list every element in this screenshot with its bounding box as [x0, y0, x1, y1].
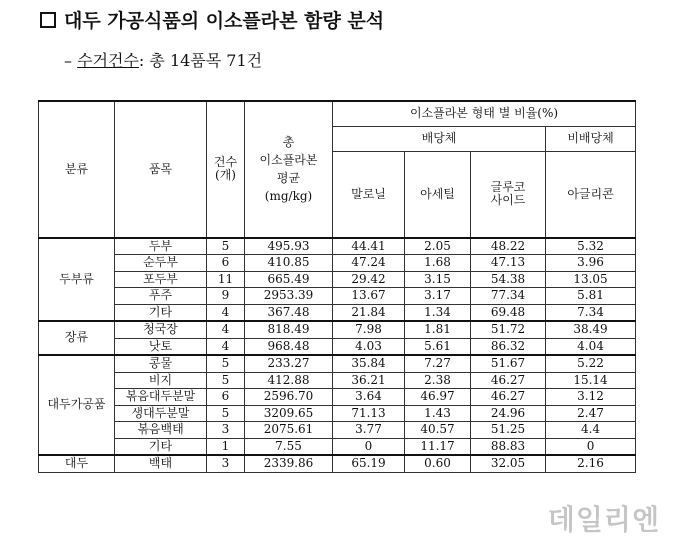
- malonyl-cell: 44.41: [333, 238, 405, 255]
- table-body: [39, 238, 636, 473]
- aglycone-cell: 3.12: [546, 389, 636, 406]
- item-cell: 백태: [115, 455, 207, 472]
- malonyl-cell: 71.13: [333, 405, 405, 422]
- header-ratio-title: 이소플라본 형태 별 비율(%): [333, 101, 636, 127]
- avg-cell: 2339.86: [245, 455, 333, 472]
- watermark-logo: 데일리엔: [547, 503, 660, 536]
- aglycone-cell: 5.32: [546, 238, 636, 255]
- avg-cell: 968.48: [245, 338, 333, 355]
- glucoside-cell: 24.96: [471, 405, 546, 422]
- table-row: [39, 355, 636, 372]
- acetyl-cell: 1.43: [405, 405, 471, 422]
- header-aglycone: 아글리콘: [546, 152, 636, 238]
- acetyl-cell: 3.17: [405, 288, 471, 305]
- aglycone-cell: 38.49: [546, 321, 636, 338]
- table-row: [39, 338, 636, 355]
- avg-cell: 2953.39: [245, 288, 333, 305]
- category-cell: 대두가공품: [39, 355, 115, 455]
- avg-cell: 665.49: [245, 271, 333, 288]
- glucoside-cell: 46.27: [471, 389, 546, 406]
- malonyl-cell: 29.42: [333, 271, 405, 288]
- avg-cell: 233.27: [245, 355, 333, 372]
- malonyl-cell: 36.21: [333, 372, 405, 389]
- item-cell: 낫토: [115, 338, 207, 355]
- count-cell: 4: [207, 338, 245, 355]
- header-aglycone-group: 비배당체: [546, 127, 636, 152]
- acetyl-cell: 2.38: [405, 372, 471, 389]
- aglycone-cell: 3.96: [546, 255, 636, 272]
- aglycone-cell: 5.22: [546, 355, 636, 372]
- aglycone-cell: 2.47: [546, 405, 636, 422]
- glucoside-cell: 86.32: [471, 338, 546, 355]
- table-row: [39, 304, 636, 321]
- count-cell: 5: [207, 355, 245, 372]
- glucoside-cell: 51.67: [471, 355, 546, 372]
- count-cell: 3: [207, 455, 245, 472]
- header-average: 총 이소플라본 평균 (mg/kg): [245, 101, 333, 238]
- glucoside-cell: 32.05: [471, 455, 546, 472]
- avg-cell: 3209.65: [245, 405, 333, 422]
- acetyl-cell: 3.15: [405, 271, 471, 288]
- acetyl-cell: 1.34: [405, 304, 471, 321]
- glucoside-cell: 69.48: [471, 304, 546, 321]
- acetyl-cell: 1.68: [405, 255, 471, 272]
- item-cell: 생대두분말: [115, 405, 207, 422]
- count-cell: 5: [207, 238, 245, 255]
- table-row: [39, 389, 636, 406]
- acetyl-cell: 40.57: [405, 422, 471, 439]
- malonyl-cell: 35.84: [333, 355, 405, 372]
- item-cell: 볶음백태: [115, 422, 207, 439]
- count-cell: 5: [207, 405, 245, 422]
- header-glucoside: 글루코 사이드: [471, 152, 546, 238]
- document-title: [40, 6, 384, 33]
- table-row: [39, 438, 636, 455]
- table-row: [39, 271, 636, 288]
- isoflavone-table: [38, 100, 636, 473]
- avg-cell: 818.49: [245, 321, 333, 338]
- glucoside-cell: 47.13: [471, 255, 546, 272]
- count-cell: 4: [207, 321, 245, 338]
- table-row: [39, 405, 636, 422]
- glucoside-cell: 51.72: [471, 321, 546, 338]
- malonyl-cell: 0: [333, 438, 405, 455]
- malonyl-cell: 21.84: [333, 304, 405, 321]
- malonyl-cell: 3.77: [333, 422, 405, 439]
- avg-cell: 2075.61: [245, 422, 333, 439]
- table-row: [39, 321, 636, 338]
- header-item: 품목: [115, 101, 207, 238]
- title-text: 대두 가공식품의 이소플라본 함량 분석: [64, 10, 385, 32]
- count-cell: 3: [207, 422, 245, 439]
- malonyl-cell: 13.67: [333, 288, 405, 305]
- acetyl-cell: 7.27: [405, 355, 471, 372]
- glucoside-cell: 54.38: [471, 271, 546, 288]
- count-cell: 6: [207, 255, 245, 272]
- item-cell: 콩물: [115, 355, 207, 372]
- count-cell: 4: [207, 304, 245, 321]
- aglycone-cell: 2.16: [546, 455, 636, 472]
- header-malonyl: 말로닐: [333, 152, 405, 238]
- avg-cell: 410.85: [245, 255, 333, 272]
- acetyl-cell: 5.61: [405, 338, 471, 355]
- count-cell: 1: [207, 438, 245, 455]
- count-cell: 6: [207, 389, 245, 406]
- category-cell: 대두: [39, 455, 115, 472]
- item-cell: 순두부: [115, 255, 207, 272]
- item-cell: 비지: [115, 372, 207, 389]
- category-cell: 두부류: [39, 238, 115, 322]
- avg-cell: 495.93: [245, 238, 333, 255]
- malonyl-cell: 7.98: [333, 321, 405, 338]
- table-row: [39, 372, 636, 389]
- malonyl-cell: 47.24: [333, 255, 405, 272]
- item-cell: 기타: [115, 438, 207, 455]
- avg-cell: 2596.70: [245, 389, 333, 406]
- item-cell: 기타: [115, 304, 207, 321]
- avg-cell: 7.55: [245, 438, 333, 455]
- malonyl-cell: 4.03: [333, 338, 405, 355]
- category-cell: 장류: [39, 321, 115, 355]
- aglycone-cell: 0: [546, 438, 636, 455]
- aglycone-cell: 4.04: [546, 338, 636, 355]
- collection-label: 수거건수: [77, 51, 139, 70]
- table-row: [39, 422, 636, 439]
- glucoside-cell: 46.27: [471, 372, 546, 389]
- item-cell: 볶음대두분말: [115, 389, 207, 406]
- glucoside-cell: 88.83: [471, 438, 546, 455]
- avg-cell: 367.48: [245, 304, 333, 321]
- aglycone-cell: 7.34: [546, 304, 636, 321]
- acetyl-cell: 46.97: [405, 389, 471, 406]
- count-cell: 5: [207, 372, 245, 389]
- acetyl-cell: 0.60: [405, 455, 471, 472]
- collection-value: : 총 14품목 71건: [138, 51, 263, 70]
- table-row: [39, 238, 636, 255]
- avg-cell: 412.88: [245, 372, 333, 389]
- item-cell: 두부: [115, 238, 207, 255]
- collection-count: [64, 48, 262, 71]
- aglycone-cell: 15.14: [546, 372, 636, 389]
- item-cell: 청국장: [115, 321, 207, 338]
- acetyl-cell: 11.17: [405, 438, 471, 455]
- glucoside-cell: 48.22: [471, 238, 546, 255]
- count-cell: 9: [207, 288, 245, 305]
- header-count: 건수 (개): [207, 101, 245, 238]
- aglycone-cell: 4.4: [546, 422, 636, 439]
- table-row: [39, 255, 636, 272]
- glucoside-cell: 51.25: [471, 422, 546, 439]
- aglycone-cell: 5.81: [546, 288, 636, 305]
- malonyl-cell: 65.19: [333, 455, 405, 472]
- dash: –: [64, 51, 72, 70]
- item-cell: 포두부: [115, 271, 207, 288]
- header-category: 분류: [39, 101, 115, 238]
- header-acetyl: 아세틸: [405, 152, 471, 238]
- item-cell: 푸주: [115, 288, 207, 305]
- acetyl-cell: 2.05: [405, 238, 471, 255]
- checkbox-square-icon: [40, 12, 56, 28]
- acetyl-cell: 1.81: [405, 321, 471, 338]
- table-row: [39, 288, 636, 305]
- count-cell: 11: [207, 271, 245, 288]
- aglycone-cell: 13.05: [546, 271, 636, 288]
- glucoside-cell: 77.34: [471, 288, 546, 305]
- malonyl-cell: 3.64: [333, 389, 405, 406]
- table-row: [39, 455, 636, 472]
- header-glycoside: 배당체: [333, 127, 546, 152]
